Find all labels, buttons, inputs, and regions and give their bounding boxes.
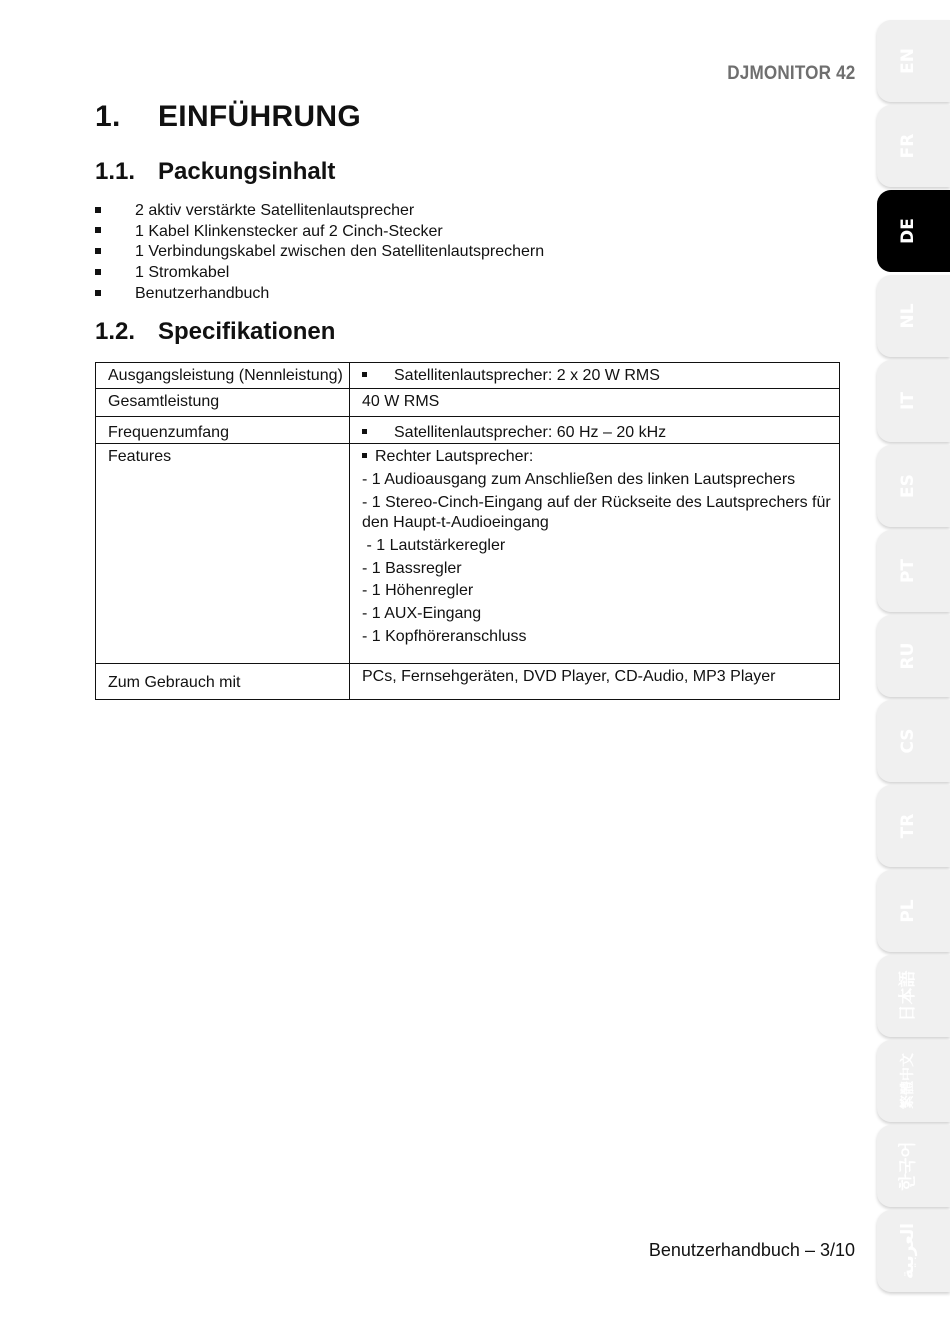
tab-it[interactable]: IT — [877, 360, 950, 442]
tab-pt[interactable]: PT — [877, 530, 950, 612]
list-item: Benutzerhandbuch — [95, 284, 544, 305]
tab-ko[interactable]: 한국어 — [877, 1125, 950, 1207]
spec-label: Gesamtleistung — [96, 389, 350, 417]
spec-label: Features — [96, 444, 350, 664]
section-heading-1 — [95, 100, 361, 134]
list-item: 1 Kabel Klinkenstecker auf 2 Cinch-Stecker — [95, 222, 544, 243]
list-item: 2 aktiv verstärkte Satellitenlautsprecher — [95, 201, 544, 222]
table-row — [96, 444, 840, 664]
spec-value: Satellitenlautsprecher: 2 x 20 W RMS — [350, 363, 840, 389]
section-number: 1.1. — [95, 158, 136, 185]
section-title: Packungsinhalt — [158, 158, 336, 185]
spec-label: Zum Gebrauch mit — [96, 664, 350, 700]
tab-nl[interactable]: NL — [877, 275, 950, 357]
table-row — [96, 389, 840, 417]
feature-line: - 1 Bassregler — [362, 559, 462, 577]
specifications-table — [95, 362, 840, 700]
spec-value: Satellitenlautsprecher: 60 Hz – 20 kHz — [350, 417, 840, 444]
section-title: Specifikationen — [158, 318, 336, 345]
tab-zh[interactable]: 繁體中文 — [877, 1040, 950, 1122]
spec-label: Frequenzumfang — [96, 417, 350, 444]
section-number: 1.2. — [95, 318, 136, 345]
tab-de[interactable]: DE — [877, 190, 950, 272]
tab-pl[interactable]: PL — [877, 870, 950, 952]
tab-cs[interactable]: CS — [877, 700, 950, 782]
section-title: EINFÜHRUNG — [158, 100, 361, 133]
spec-label: Ausgangsleistung (Nennleistung) — [96, 363, 350, 389]
tab-en[interactable]: EN — [877, 20, 950, 102]
feature-line: - 1 Höhenregler — [362, 582, 474, 600]
bullet-icon — [362, 453, 367, 458]
feature-line: - 1 Audioausgang zum Anschließen des linken Lautsprechers — [362, 470, 796, 488]
bullet-icon — [95, 207, 101, 213]
table-row — [96, 664, 840, 700]
table-row — [96, 417, 840, 444]
package-contents-list — [95, 201, 544, 304]
tab-tr[interactable]: TR — [877, 785, 950, 867]
tab-ru[interactable]: RU — [877, 615, 950, 697]
section-heading-1-2 — [95, 318, 335, 346]
list-item: 1 Verbindungskabel zwischen den Satellitenlautsprechern — [95, 242, 544, 263]
tab-ja[interactable]: 日本語 — [877, 955, 950, 1037]
product-name: DJMONITOR 42 — [726, 63, 855, 84]
bullet-icon — [362, 372, 367, 377]
feature-line: - 1 Stereo-Cinch-Eingang auf der Rückseite des Lautsprechers für den Haupt-t-Audioeingang — [362, 493, 831, 531]
spec-value: PCs, Fernsehgeräten, DVD Player, CD-Audio, MP3 Player — [350, 664, 840, 700]
section-heading-1-1 — [95, 158, 335, 186]
bullet-icon — [95, 248, 101, 254]
page-footer: Benutzerhandbuch – 3/10 — [648, 1240, 855, 1260]
section-number: 1. — [95, 100, 121, 133]
bullet-icon — [95, 290, 101, 296]
bullet-icon — [95, 269, 101, 275]
tab-fr[interactable]: FR — [877, 105, 950, 187]
bullet-icon — [362, 429, 367, 434]
spec-value — [350, 444, 840, 664]
tab-ar[interactable]: العربية — [877, 1210, 950, 1292]
features-heading: Rechter Lautsprecher: — [362, 447, 831, 467]
table-row — [96, 363, 840, 389]
list-item: 1 Stromkabel — [95, 263, 544, 284]
feature-line: - 1 AUX-Eingang — [362, 605, 482, 623]
bullet-icon — [95, 227, 101, 233]
feature-line: - 1 Kopfhöreranschluss — [362, 628, 527, 646]
tab-es[interactable]: ES — [877, 445, 950, 527]
feature-line: - 1 Lautstärkeregler — [362, 536, 506, 554]
spec-value: 40 W RMS — [350, 389, 840, 417]
